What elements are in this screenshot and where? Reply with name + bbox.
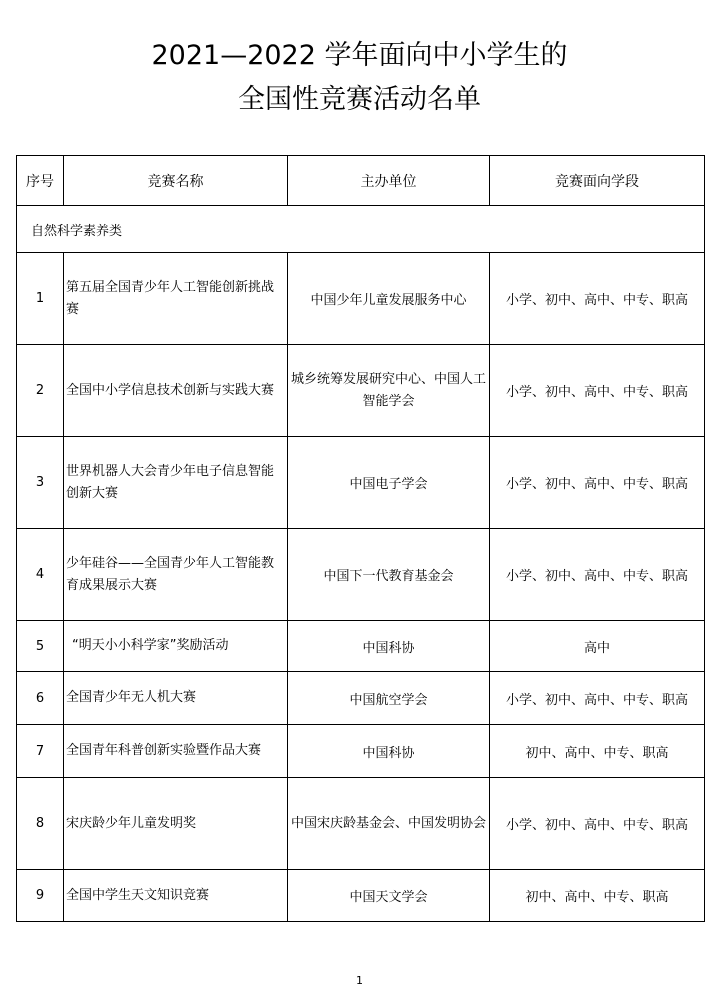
row-name: 全国青年科普创新实验暨作品大赛	[64, 725, 288, 778]
header-name: 竞赛名称	[64, 156, 288, 206]
table-row	[17, 672, 705, 725]
table-header-row	[17, 156, 705, 206]
competition-table	[16, 155, 705, 922]
table-row	[17, 870, 705, 922]
row-name: “明天小小科学家”奖励活动	[64, 621, 288, 672]
row-organizer: 中国下一代教育基金会	[288, 529, 490, 621]
header-organizer: 主办单位	[288, 156, 490, 206]
row-no: 3	[17, 437, 64, 529]
document-title-line2: 全国性竞赛活动名单	[238, 84, 481, 115]
row-no: 8	[17, 778, 64, 870]
row-level: 小学、初中、高中、中专、职高	[490, 345, 705, 437]
row-level: 小学、初中、高中、中专、职高	[490, 253, 705, 345]
row-level: 小学、初中、高中、中专、职高	[490, 778, 705, 870]
row-organizer: 中国天文学会	[288, 870, 490, 922]
row-organizer: 中国科协	[288, 725, 490, 778]
row-no: 1	[17, 253, 64, 345]
row-level: 高中	[490, 621, 705, 672]
row-name: 全国青少年无人机大赛	[64, 672, 288, 725]
header-no: 序号	[17, 156, 64, 206]
row-no: 7	[17, 725, 64, 778]
row-no: 9	[17, 870, 64, 922]
row-name: 全国中学生天文知识竞赛	[64, 870, 288, 922]
row-no: 4	[17, 529, 64, 621]
row-organizer: 中国航空学会	[288, 672, 490, 725]
table-row	[17, 529, 705, 621]
row-name: 少年硅谷——全国青少年人工智能教育成果展示大赛	[64, 529, 288, 621]
row-level: 初中、高中、中专、职高	[490, 870, 705, 922]
header-level: 竞赛面向学段	[490, 156, 705, 206]
table-row	[17, 437, 705, 529]
category-label: 自然科学素养类	[17, 206, 705, 253]
row-no: 6	[17, 672, 64, 725]
row-organizer: 中国科协	[288, 621, 490, 672]
table-row	[17, 621, 705, 672]
table-row	[17, 725, 705, 778]
row-organizer: 中国宋庆龄基金会、中国发明协会	[288, 778, 490, 870]
row-no: 2	[17, 345, 64, 437]
row-organizer: 中国少年儿童发展服务中心	[288, 253, 490, 345]
row-name: 第五届全国青少年人工智能创新挑战赛	[64, 253, 288, 345]
row-name: 世界机器人大会青少年电子信息智能创新大赛	[64, 437, 288, 529]
row-level: 小学、初中、高中、中专、职高	[490, 529, 705, 621]
row-level: 初中、高中、中专、职高	[490, 725, 705, 778]
table-row	[17, 253, 705, 345]
row-organizer: 中国电子学会	[288, 437, 490, 529]
table-row	[17, 778, 705, 870]
row-name: 全国中小学信息技术创新与实践大赛	[64, 345, 288, 437]
row-level: 小学、初中、高中、中专、职高	[490, 672, 705, 725]
row-organizer: 城乡统筹发展研究中心、中国人工智能学会	[288, 345, 490, 437]
document-title-line1: 2021—2022 学年面向中小学生的	[151, 40, 568, 71]
table-row	[17, 345, 705, 437]
category-row	[17, 206, 705, 253]
row-no: 5	[17, 621, 64, 672]
row-level: 小学、初中、高中、中专、职高	[490, 437, 705, 529]
page-number: 1	[356, 974, 363, 987]
row-name: 宋庆龄少年儿童发明奖	[64, 778, 288, 870]
